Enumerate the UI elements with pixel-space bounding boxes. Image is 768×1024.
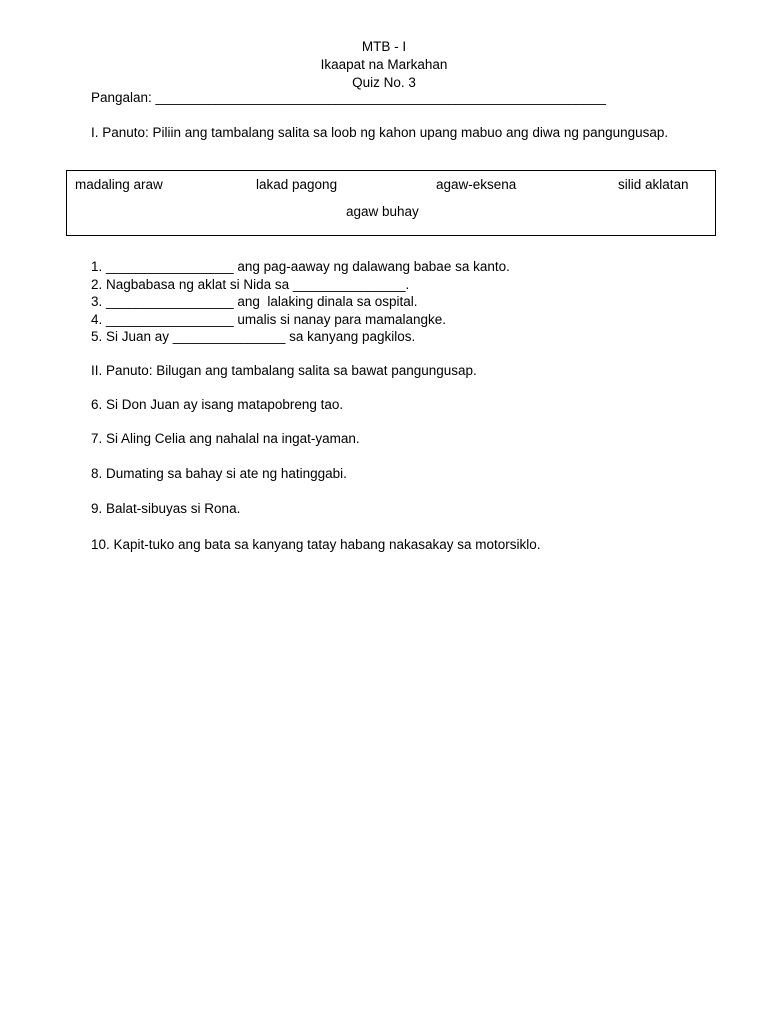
part1-instruction: I. Panuto: Piliin ang tambalang salita sa loob ng kahon upang mabuo ang diwa ng pangungusap. <box>91 125 669 140</box>
quarter-title: Ikaapat na Markahan <box>320 57 448 72</box>
quiz-title: Quiz No. 3 <box>352 75 416 90</box>
word-box-item: madaling araw <box>75 177 163 192</box>
word-box-item: agaw buhay <box>346 204 419 219</box>
word-box <box>66 170 716 236</box>
quiz-item: 10. Kapit-tuko ang bata sa kanyang tatay habang nakasakay sa motorsiklo. <box>91 537 541 552</box>
quiz-item: 4. _________________ umalis si nanay para mamalangke. <box>91 311 447 327</box>
quiz-item: 9. Balat-sibuyas si Rona. <box>91 501 241 516</box>
name-field-line: Pangalan: ____________________________________________________________ <box>91 90 607 105</box>
document-header <box>0 38 768 92</box>
quiz-item: 3. _________________ ang lalaking dinala sa ospital. <box>91 294 418 309</box>
quiz-item: 8. Dumating sa bahay si ate ng hatinggabi. <box>91 466 347 481</box>
quiz-item: 7. Si Aling Celia ang nahalal na ingat-yaman. <box>91 431 360 446</box>
part2-instruction: II. Panuto: Bilugan ang tambalang salita sa bawat pangungusap. <box>91 363 477 378</box>
quiz-item: 2. Nagbabasa ng aklat si Nida sa _______________. <box>91 276 410 292</box>
part1-items <box>91 258 510 346</box>
word-box-item: silid aklatan <box>618 177 689 192</box>
word-box-item: lakad pagong <box>256 177 338 192</box>
subject-title: MTB - I <box>361 39 407 54</box>
word-box-item: agaw-eksena <box>436 177 517 192</box>
quiz-item: 5. Si Juan ay _______________ sa kanyang pagkilos. <box>91 329 416 344</box>
quiz-item: 6. Si Don Juan ay isang matapobreng tao. <box>91 397 344 412</box>
quiz-item: 1. _________________ ang pag-aaway ng dalawang babae sa kanto. <box>91 259 510 274</box>
